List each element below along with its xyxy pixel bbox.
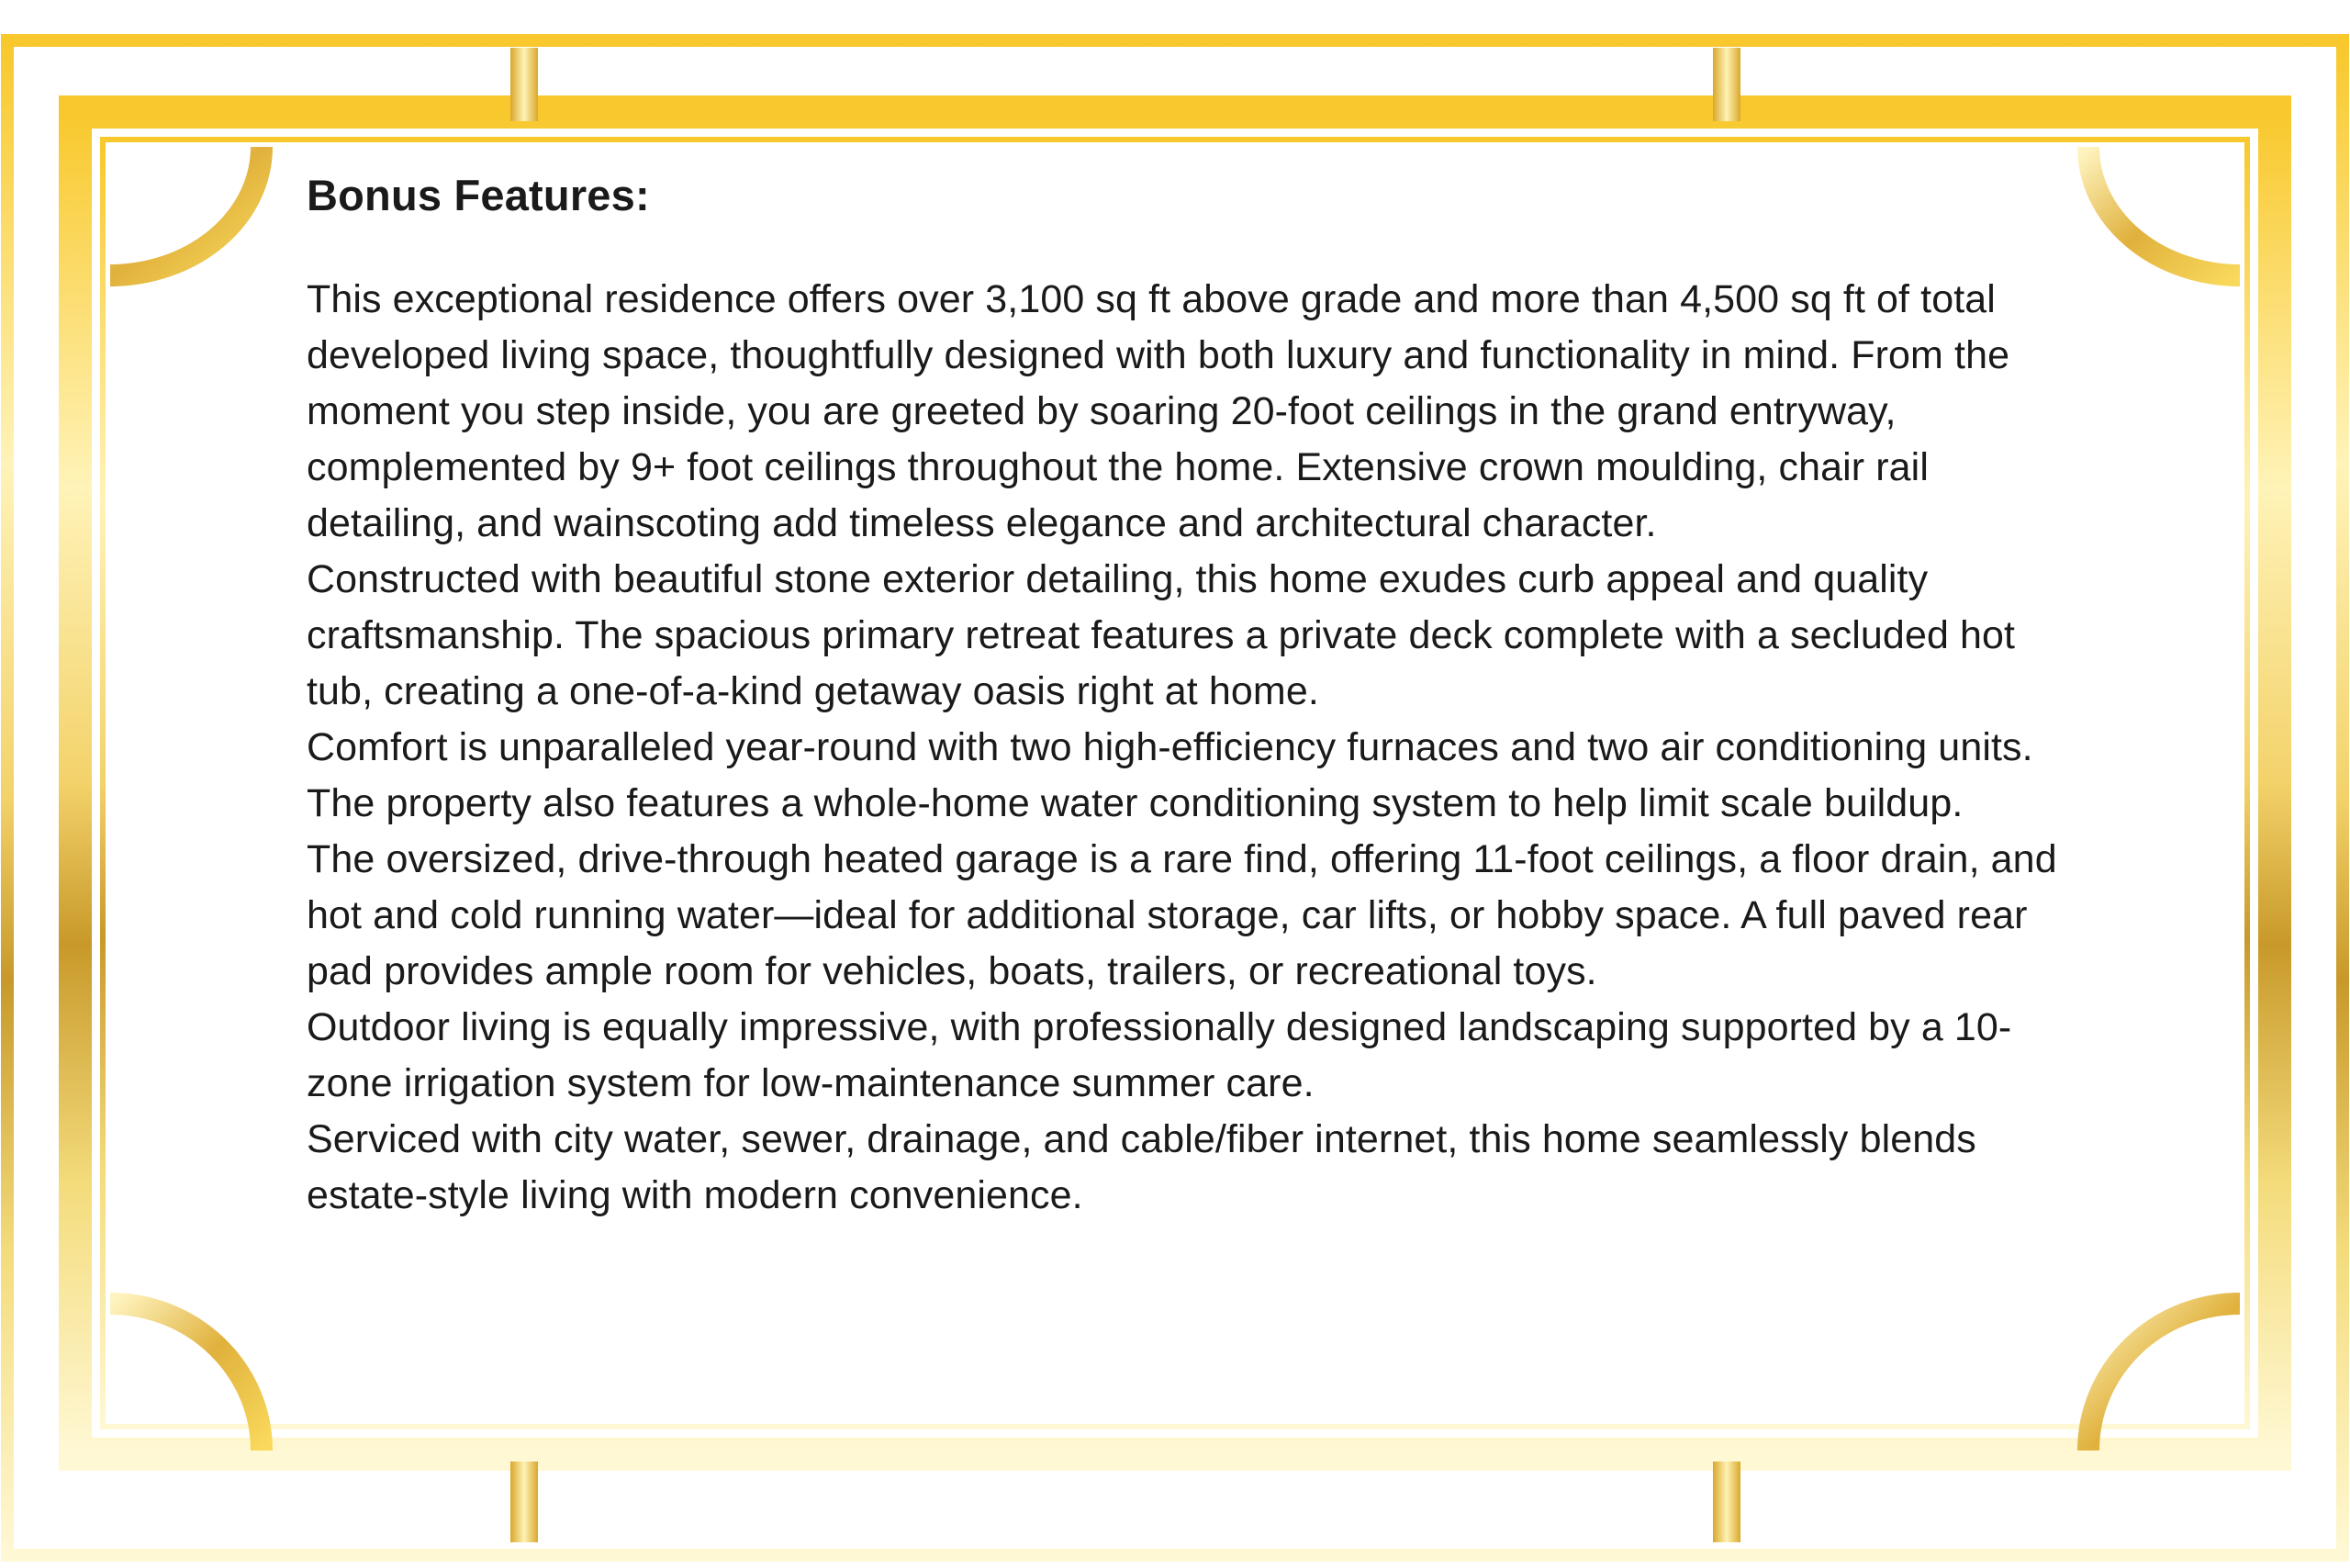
paragraph-outdoor: Outdoor living is equally impressive, with professionally designed landscaping supported by a 10-zone irrigation system for low-maintenance summer care. xyxy=(307,1005,2012,1105)
document-body xyxy=(307,163,2087,1224)
paragraph-garage: The oversized, drive-through heated garage is a rare find, offering 11-foot ceilings, a floor drain, and hot and cold running water—ideal for additional storage, car lifts, or hobby space. A full paved rear pad provides ample room for vehicles, boats, trailers, or recreational toys. xyxy=(307,837,2057,993)
paragraph-construction: Constructed with beautiful stone exterior detailing, this home exudes curb appeal and quality craftsmanship. The spacious primary retreat features a private deck complete with a secluded hot tub, creating a one-of-a-kind getaway oasis right at home. xyxy=(307,557,2016,713)
paragraph-comfort: Comfort is unparalleled year-round with two high-efficiency furnaces and two air conditioning units. The property also features a whole-home water conditioning system to help limit scale buildup. xyxy=(307,725,2033,825)
paragraph-services: Serviced with city water, sewer, drainage, and cable/fiber internet, this home seamlessly blends estate-style living with modern convenience. xyxy=(307,1117,1976,1217)
paragraph-overview: This exceptional residence offers over 3,100 sq ft above grade and more than 4,500 sq ft of total developed living space, thoughtfully designed with both luxury and functionality in mind. From the moment you step inside, you are greeted by soaring 20-foot ceilings in the grand entryway, complemented by 9+ foot ceilings throughout the home. Extensive crown moulding, chair rail detailing, and wainscoting add timeless elegance and architectural character. xyxy=(307,277,2010,545)
section-heading: Bonus Features: xyxy=(307,171,650,219)
